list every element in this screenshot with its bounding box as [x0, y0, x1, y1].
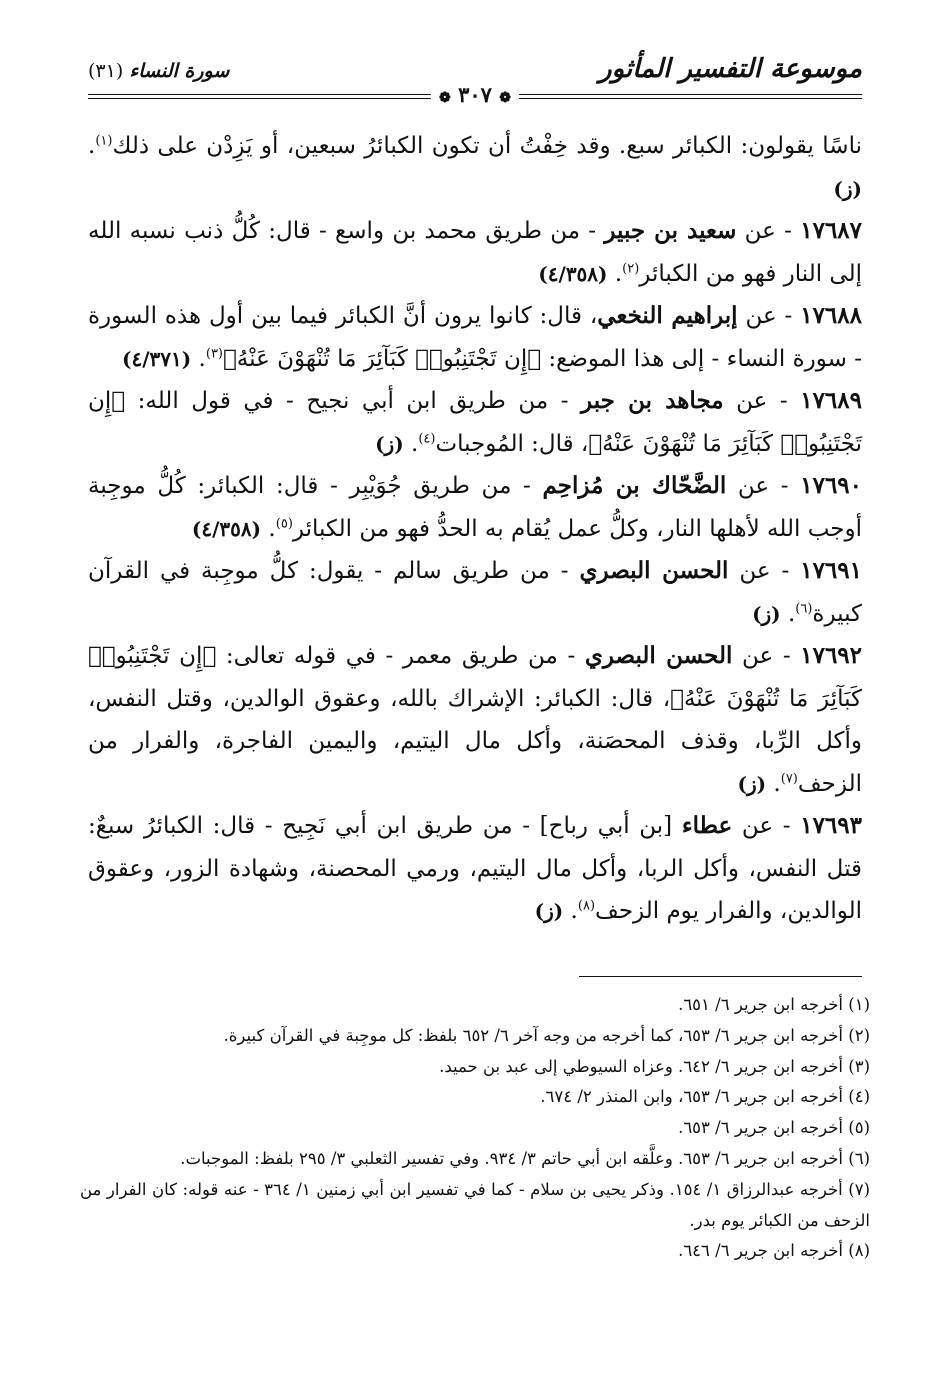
entry-dash: - عن — [723, 388, 801, 414]
entry-text: ، قال: كانوا يرون أنَّ الكبائر فيما بين أول هذه السورة - سورة النساء - إلى هذا الموضع: ﴿إِن تَجْتَنِبُوا۟ كَبَآئِرَ مَا تُنْهَوْنَ عَنْهُ﴾ — [88, 303, 862, 372]
surah-name: سورة النساء — [129, 60, 230, 82]
narration-entry — [88, 550, 862, 635]
footnote: (٣) أخرجه ابن جرير ٦/ ٦٤٢. وعزاه السيوطي إلى عبد بن حميد. — [439, 1056, 870, 1076]
ornament-icon: ❁ — [439, 90, 451, 106]
entry-text: [بن أبي رباح] - من طريق ابن أبي نَجِيح - قال: الكبائرُ سبعٌ: قتل النفس، وأكل الربا، وأكل مال اليتيم، ورمي المحصنة، وشهادة الزور، وعقوق الوالدين، والفرار يوم الزحف — [88, 813, 862, 924]
entry-tail: . — [191, 345, 206, 372]
footnote-ref: (٦) — [795, 600, 813, 616]
footnote-ref: (٨) — [577, 898, 596, 914]
entry-tail: . — [766, 770, 781, 797]
entry-dash: - عن — [732, 813, 801, 839]
source-ref: (ز) — [752, 601, 781, 626]
narration-entry — [88, 210, 862, 295]
narration-number: ١٧٦٨٧ — [800, 217, 863, 244]
narration-number: ١٧٦٨٩ — [800, 387, 862, 414]
narration-entry — [88, 635, 862, 805]
verse-ref: (٣١) — [88, 60, 124, 82]
entry-dash: - عن — [728, 558, 801, 584]
entry-dash: - عن — [737, 303, 801, 329]
footnote: (١) أخرجه ابن جرير ٦/ ٦٥١. — [678, 995, 870, 1014]
footnote: (٤) أخرجه ابن جرير ٦/ ٦٥٣، وابن المنذر ٢/ ٦٧٤. — [540, 1087, 870, 1107]
footnote-separator — [579, 976, 862, 977]
narration-number: ١٧٦٩٠ — [800, 472, 863, 499]
narrator-name: الضَّحّاك بن مُزاحِم — [542, 472, 727, 499]
narrator-name: مجاهد بن جبر — [581, 387, 724, 414]
page-number: ٣٠٧ — [458, 82, 492, 107]
narrator-name: الحسن البصري — [584, 642, 733, 669]
footnote: (٥) أخرجه ابن جرير ٦/ ٦٥٣. — [678, 1118, 870, 1138]
narrator-name: سعيد بن جبير — [604, 217, 737, 244]
entry-tail: . — [563, 898, 578, 924]
narration-number: ١٧٦٩٣ — [800, 812, 862, 839]
source-ref: (ز) — [737, 771, 767, 796]
footnote-ref: (٢) — [622, 260, 640, 276]
entry-text: - من طريق سالم - يقول: كلُّ موجِبة في القرآن كبيرة — [88, 558, 862, 627]
entry-text: ناسًا يقولون: الكبائر سبع. وقد خِفْتُ أن تكون الكبائرُ سبعين، أو يَزِدْن على ذلك — [112, 133, 862, 159]
footnote-ref: (٣) — [205, 345, 223, 361]
entry-tail: . — [261, 515, 276, 542]
narrator-name: الحسن البصري — [579, 557, 729, 584]
entry-dash: - عن — [736, 218, 801, 244]
main-text — [88, 125, 862, 933]
footnote-ref: (٤) — [418, 430, 436, 446]
entry-text: - من طريق ابن أبي نجيح - في قول الله: ﴿إِن تَجْتَنِبُوا۟ كَبَآئِرَ مَا تُنْهَوْنَ عَنْهُ﴾، قال: المُوجبات — [88, 388, 862, 457]
source-ref: (٤/٣٥٨) — [538, 261, 608, 286]
narration-entry — [88, 380, 862, 465]
entry-text: - من طريق معمر - في قوله تعالى: ﴿إِن تَجْتَنِبُوا۟ كَبَآئِرَ مَا تُنْهَوْنَ عَنْهُ﴾، قال: الكبائر: الإشراك بالله، وعقوق الوالدين، وقتل النفس، وأكل الرِّبا، وقذف المحصَنة، وأكل مال اليتيم، واليمين الفاجرة، والفرار من الزحف — [88, 643, 862, 797]
source-ref: (ز) — [375, 431, 404, 456]
entry-text: - من طريق محمد بن واسع - قال: كُلُّ ذنب نسبه الله إلى النار فهو من الكبائر — [88, 218, 862, 287]
footnote: (٨) أخرجه ابن جرير ٦/ ٦٤٦. — [678, 1241, 870, 1261]
footnote-ref: (٥) — [275, 515, 293, 531]
footnote-ref: (٧) — [780, 770, 798, 786]
narration-entry — [88, 295, 862, 380]
narration-entry — [88, 805, 862, 933]
footnote: (٢) أخرجه ابن جرير ٦/ ٦٥٣، كما أخرجه من وجه آخر ٦/ ٦٥٢ بلفظ: كل موجِبة في القرآن كبيرة. — [223, 1025, 870, 1045]
source-ref: (٤/٣٧١) — [122, 346, 192, 371]
intro-paragraph — [88, 125, 862, 210]
source-ref: (ز) — [534, 899, 564, 923]
entry-dash: - عن — [732, 643, 801, 669]
book-title: موسوعة التفسير المأثور — [599, 54, 862, 84]
source-ref: (ز) — [833, 176, 862, 201]
source-ref: (٤/٣٥٨) — [191, 516, 262, 541]
narration-number: ١٧٦٨٨ — [800, 302, 862, 329]
footnote-ref: (١) — [95, 133, 113, 149]
footnote: (٦) أخرجه ابن جرير ٦/ ٦٥٣. وعلَّقه ابن أبي حاتم ٣/ ٩٣٤. وفي تفسير الثعلبي ٣/ ٢٩٥ بلفظ: الموجبات. — [180, 1148, 870, 1168]
footnotes — [80, 990, 870, 1267]
entry-text: - من طريق جُوَيْبِر - قال: الكبائر: كُلُّ موجِبة أوجب الله لأهلها النار، وكلُّ عمل يُقام به الحدُّ فهو من الكبائر — [88, 473, 862, 542]
page-number-block — [431, 82, 519, 111]
narration-entry — [88, 465, 862, 550]
narration-number: ١٧٦٩٢ — [800, 642, 863, 669]
narration-number: ١٧٦٩١ — [800, 557, 862, 584]
entry-tail: . — [88, 133, 96, 159]
ornament-icon: ❁ — [499, 90, 511, 106]
entry-tail: . — [403, 430, 419, 457]
narrator-name: عطاء — [681, 812, 733, 839]
footnote: (٧) أخرجه عبدالرزاق ١/ ١٥٤. وذكر يحيى بن سلام - كما في تفسير ابن أبي زمنين ١/ ٣٦٤ - عنه قوله: كان الفرار من الزحف من الكبائر يوم بدر. — [80, 1179, 871, 1230]
entry-tail: . — [607, 260, 623, 287]
entry-dash: - عن — [726, 473, 801, 499]
narrator-name: إبراهيم النخعي — [597, 302, 738, 329]
entry-tail: . — [780, 600, 796, 627]
surah-label — [88, 60, 229, 82]
running-header — [88, 52, 862, 107]
